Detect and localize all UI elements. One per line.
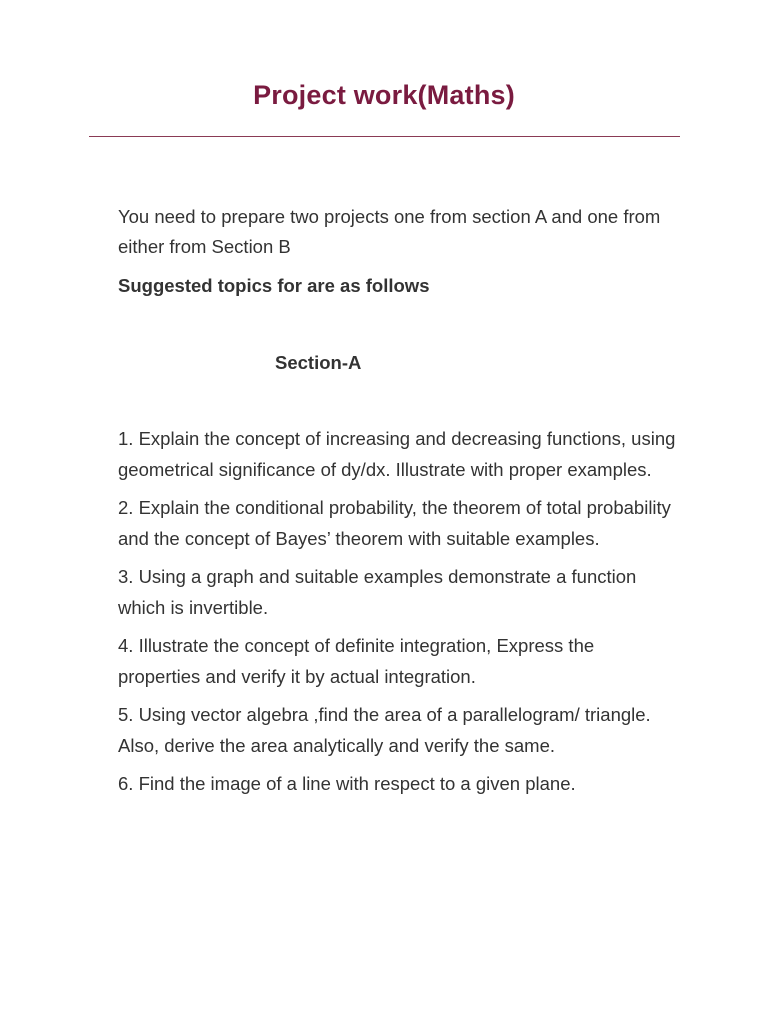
list-item: 4. Illustrate the concept of definite integration, Express the properties and verify it by actual integration. [118, 635, 595, 687]
section-a-heading: Section-A [275, 352, 362, 373]
intro-paragraph: You need to prepare two projects one from section A and one from either from Section B [118, 206, 661, 257]
page-title: Project work(Maths) [253, 80, 515, 110]
list-item: 6. Find the image of a line with respect to a given plane. [118, 773, 576, 794]
list-item: 2. Explain the conditional probability, the theorem of total probability and the concept of Bayes’ theorem with suitable examples. [118, 497, 671, 549]
suggested-topics-heading: Suggested topics for are as follows [118, 275, 430, 296]
title-divider [89, 136, 680, 137]
list-item: 5. Using vector algebra ,find the area of a parallelogram/ triangle. Also, derive the area analytically and verify the same. [118, 704, 651, 756]
list-item: 3. Using a graph and suitable examples demonstrate a function which is invertible. [118, 566, 637, 618]
list-item: 1. Explain the concept of increasing and decreasing functions, using geometrical significance of dy/dx. Illustrate with proper examples. [118, 428, 676, 480]
topic-list [118, 424, 678, 808]
